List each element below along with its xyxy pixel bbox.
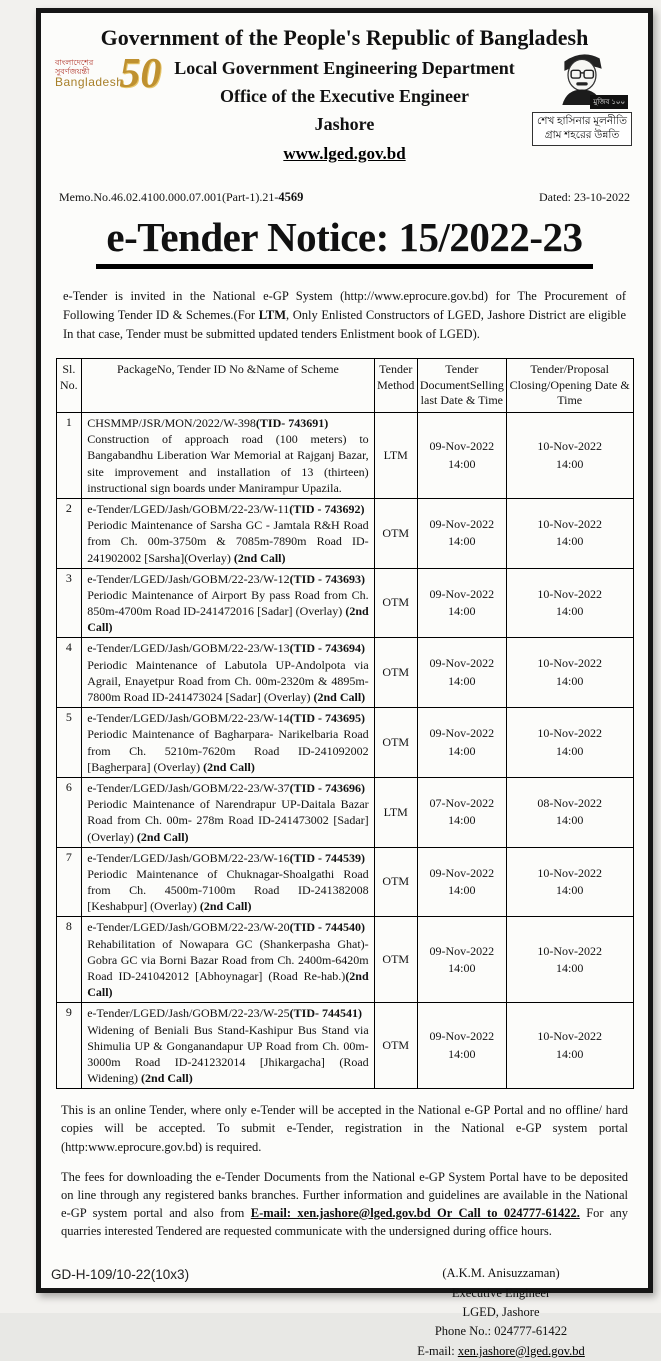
memo-row (41, 190, 648, 205)
scheme-cell (82, 1003, 374, 1089)
ltm-emphasis: LTM (258, 307, 287, 322)
signature-block (376, 1264, 626, 1361)
call-note: (2nd Call) (310, 690, 366, 705)
notice-border-box (36, 8, 653, 1358)
closing-date: 10-Nov-2022 (537, 1029, 602, 1044)
closing-date-cell (506, 777, 633, 847)
method-header: Tender Method (374, 359, 417, 413)
tender-method-cell: OTM (374, 638, 417, 708)
signatory-email-line: E-mail: xen.jashore@lged.gov.bd (417, 1343, 585, 1358)
closing-date: 10-Nov-2022 (537, 439, 602, 454)
letterhead (41, 13, 648, 164)
scheme-cell (82, 413, 374, 499)
selling-time: 14:00 (448, 456, 476, 471)
table-header-row (56, 359, 633, 413)
scheme-cell (82, 777, 374, 847)
package-no: e-Tender/LGED/Jash/GOBM/22-23/W-14 (87, 711, 290, 726)
selling-date: 09-Nov-2022 (429, 726, 495, 741)
sl-no-cell: 8 (56, 917, 82, 1003)
sl-no-cell: 2 (56, 498, 82, 568)
jubilee-bangla-text2: সুবর্ণজয়ন্তী (55, 66, 90, 76)
jubilee-english-text: Bangladesh (55, 75, 124, 90)
closing-time: 14:00 (556, 813, 584, 828)
selling-date: 07-Nov-2022 (429, 795, 495, 810)
tender-id: (TID- 744541) (289, 1006, 362, 1021)
scheme-description: Periodic Maintenance of Chuknagar-Shoalgathi Road from Ch. 4500m-7100m Road ID-241382008 [Keshabpur] (Overlay) (87, 866, 369, 914)
selling-time: 14:00 (448, 604, 476, 619)
mujib100-logo (518, 47, 646, 146)
sl-no-cell: 7 (56, 847, 82, 917)
signatory-org: LGED, Jashore (462, 1304, 540, 1319)
selling-date: 09-Nov-2022 (429, 586, 495, 601)
call-note: (2nd Call) (87, 969, 369, 1000)
tender-method-cell: OTM (374, 1003, 417, 1089)
intro-paragraph: e-Tender is invited in the National e-GP System (http://www.eprocure.gov.bd) for The Procurement of Following Tender ID & Schemes.(For LTM, Only Enlisted Constructors of LGED, Jashore District are eligible In that case, Tender must be submitted updated tenders Enlistment book of LGED). (63, 289, 626, 341)
closing-date-cell (506, 413, 633, 499)
scheme-cell (82, 708, 374, 778)
tender-method-cell: OTM (374, 708, 417, 778)
package-no: e-Tender/LGED/Jash/GOBM/22-23/W-37 (87, 780, 290, 795)
slogan-box (532, 112, 632, 146)
package-no: e-Tender/LGED/Jash/GOBM/22-23/W-16 (87, 850, 290, 865)
district-name: Jashore (314, 114, 375, 134)
closing-time: 14:00 (556, 960, 584, 975)
table-row (56, 413, 633, 499)
scheme-description: Construction of approach road (100 meters) to Bangabandhu Liberation War Memorial at Rajganj Bazar, site improvement and installation of 13 (thirteen) instructional sign boards under Manirampur Upazila. (87, 432, 369, 495)
selling-date-cell (417, 1003, 506, 1089)
tender-method-cell: OTM (374, 568, 417, 638)
closing-date-cell (506, 498, 633, 568)
selling-date: 09-Nov-2022 (429, 943, 495, 958)
tender-id: (TID - 743694) (289, 641, 365, 656)
scheme-cell (82, 638, 374, 708)
fees-note: The fees for downloading the e-Tender Documents from the National e-GP System Portal have to be deposited on line through any registered banks branches. Further information and guidelines are available in the National e-GP system portal and also from E-mail: xen.jashore@lged.gov.bd Or Call to 024777-61422. For any quarries interested Tendered are requested communicate with the undersigned during office hours. (61, 1169, 628, 1239)
selling-time: 14:00 (448, 813, 476, 828)
selling-time: 14:00 (448, 534, 476, 549)
sl-no-cell: 6 (56, 777, 82, 847)
contact-info: E-mail: xen.jashore@lged.gov.bd Or Call to 024777-61422. (250, 1205, 580, 1220)
website-link[interactable]: www.lged.gov.bd (283, 144, 406, 163)
table-row (56, 777, 633, 847)
press-code: GD-H-109/10-22(10x3) (51, 1267, 190, 1282)
sl-no-cell: 5 (56, 708, 82, 778)
memo-number: Memo.No.46.02.4100.000.07.001(Part-1).21-4569 (59, 190, 304, 204)
email-link[interactable]: xen.jashore@lged.gov.bd (457, 1343, 585, 1358)
package-no: e-Tender/LGED/Jash/GOBM/22-23/W-12 (87, 571, 290, 586)
sl-no-header: Sl. No. (56, 359, 82, 413)
closing-date-cell (506, 708, 633, 778)
table-row (56, 917, 633, 1003)
scheme-cell (82, 568, 374, 638)
package-no: CHSMMP/JSR/MON/2022/W-398 (87, 416, 256, 431)
table-row (56, 498, 633, 568)
jubilee-bangla-text: বাংলাদেশের (55, 58, 94, 68)
selling-date-cell (417, 917, 506, 1003)
closing-time: 14:00 (556, 604, 584, 619)
call-note: (2nd Call) (138, 1071, 193, 1086)
department-title: Local Government Engineering Department (174, 58, 515, 78)
sl-no-cell: 4 (56, 638, 82, 708)
selling-date: 09-Nov-2022 (429, 439, 495, 454)
tender-id: (TID - 743693) (289, 571, 365, 586)
scheme-cell (82, 847, 374, 917)
table-row (56, 1003, 633, 1089)
selling-time: 14:00 (448, 883, 476, 898)
closing-time: 14:00 (556, 456, 584, 471)
sl-no-cell: 3 (56, 568, 82, 638)
sl-no-cell: 9 (56, 1003, 82, 1089)
selling-date: 09-Nov-2022 (429, 1029, 495, 1044)
office-title: Office of the Executive Engineer (220, 86, 469, 106)
call-note: (2nd Call) (196, 899, 252, 914)
package-no: e-Tender/LGED/Jash/GOBM/22-23/W-20 (87, 920, 290, 935)
selling-date-cell (417, 777, 506, 847)
call-note: (2nd Call) (133, 829, 189, 844)
selling-date-cell (417, 708, 506, 778)
selling-time: 14:00 (448, 1046, 476, 1061)
closing-time: 14:00 (556, 534, 584, 549)
tender-id: (TID - 744540) (289, 920, 365, 935)
slogan-line-2: গ্রাম শহরের উন্নতি (544, 130, 620, 142)
tender-table-body (56, 413, 633, 1089)
tender-method-cell: OTM (374, 498, 417, 568)
closing-date: 10-Nov-2022 (537, 943, 602, 958)
signatory-title: Executive Engineer (451, 1285, 551, 1300)
scheme-cell (82, 917, 374, 1003)
scheme-header: PackageNo, Tender ID No &Name of Scheme (82, 359, 374, 413)
table-row (56, 568, 633, 638)
closing-date-cell (506, 568, 633, 638)
dated-label: Dated: 23-10-2022 (539, 190, 630, 204)
scheme-description: Periodic Maintenance of Airport By pass Road from Ch. 850m-4700m Road ID-241472016 [Sadar] (Overlay) (87, 587, 369, 619)
package-no: e-Tender/LGED/Jash/GOBM/22-23/W-25 (87, 1006, 290, 1021)
call-note: (2nd Call) (87, 604, 369, 635)
selling-date: 09-Nov-2022 (429, 656, 495, 671)
closing-date: 10-Nov-2022 (537, 586, 602, 601)
selling-time: 14:00 (448, 960, 476, 975)
tender-method-cell: OTM (374, 847, 417, 917)
closing-date: 08-Nov-2022 (537, 795, 602, 810)
closing-date-cell (506, 847, 633, 917)
closing-date: 10-Nov-2022 (537, 726, 602, 741)
tender-method-cell: LTM (374, 413, 417, 499)
call-note: (2nd Call) (200, 759, 255, 774)
closing-date-header: Tender/Proposal Closing/Opening Date & Time (506, 359, 633, 413)
signatory-name: (A.K.M. Anisuzzaman) (442, 1266, 560, 1281)
closing-date-cell (506, 1003, 633, 1089)
selling-date-cell (417, 847, 506, 917)
closing-date: 10-Nov-2022 (537, 865, 602, 880)
bangladesh50-jubilee-logo (55, 53, 165, 95)
closing-time: 14:00 (556, 673, 584, 688)
government-title: Government of the People's Republic of Bangladesh (100, 25, 589, 50)
selling-date-header: Tender DocumentSelling last Date & Time (417, 359, 506, 413)
closing-date-cell (506, 638, 633, 708)
package-no: e-Tender/LGED/Jash/GOBM/22-23/W-13 (87, 641, 290, 656)
scheme-description: Periodic Maintenance of Narendrapur UP-Daitala Bazar Road from Ch. 00m- 278m Road ID-241473002 [Sadar] (Overlay) (87, 797, 369, 844)
mujib100-label: মুজিব ১০০ (590, 95, 628, 109)
signatory-phone: Phone No.: 024777-61422 (434, 1324, 568, 1339)
package-no: e-Tender/LGED/Jash/GOBM/22-23/W-11 (87, 501, 290, 516)
tender-id: (TID - 743692) (289, 501, 365, 516)
closing-date: 10-Nov-2022 (537, 656, 602, 671)
selling-date-cell (417, 568, 506, 638)
online-tender-note: This is an online Tender, where only e-Tender will be accepted in the National e-GP Portal and no offline/ hard copies will be accepted. To submit e-Tender, registration in the National e-GP system portal (http:www.eprocure.gov.bd) is required. (61, 1103, 628, 1154)
selling-time: 14:00 (448, 673, 476, 688)
scheme-description: Widening of Beniali Bus Stand-Kashipur Bus Stand via Shimulia UP & Gonganandapur UP Road from Ch. 00m-3000m Road ID-241232014 [Jhikargacha] (Road Widening) (87, 1022, 369, 1086)
jubilee-50-number: 50 (119, 51, 162, 97)
notice-title: e-Tender Notice: 15/2022-23 (96, 213, 592, 269)
tender-method-cell: OTM (374, 917, 417, 1003)
sl-no-cell: 1 (56, 413, 82, 499)
closing-time: 14:00 (556, 743, 584, 758)
scheme-description: Periodic Maintenance of Bagharpara- Narikelbaria Road from Ch. 5210m-7620m Road ID-241092002 [Bagherpara] (Overlay) (87, 727, 369, 774)
tender-method-cell: LTM (374, 777, 417, 847)
tender-id: (TID - 743695) (289, 711, 365, 726)
closing-time: 14:00 (556, 1046, 584, 1061)
tender-id: (TID - 744539) (289, 850, 365, 865)
slogan-line-1: শেখ হাসিনার মূলনীতি (536, 116, 627, 127)
table-row (56, 708, 633, 778)
selling-date: 09-Nov-2022 (429, 516, 495, 531)
scheme-description: Rehabilitation of Nowapara GC (Shankerpasha Ghat)-Gobra GC via Borni Bazar Road from Ch. 2400m-6420m Road ID-241042012 [Abhoynagar] (Road Re-hab.) (87, 936, 369, 984)
memo-serial: 4569 (278, 190, 304, 204)
scheme-cell (82, 498, 374, 568)
closing-date-cell (506, 917, 633, 1003)
tender-id: (TID- 743691) (255, 416, 329, 431)
table-row (56, 638, 633, 708)
closing-date: 10-Nov-2022 (537, 516, 602, 531)
table-row (56, 847, 633, 917)
closing-time: 14:00 (556, 883, 584, 898)
scheme-description: Periodic Maintenance of Sarsha GC - Jamtala R&H Road from Ch. 00m-3750m & 7085m-7890m Road ID-241902002 [Sarsha](Overlay) (87, 518, 369, 565)
selling-time: 14:00 (448, 743, 476, 758)
scheme-description: Periodic Maintenance of Labutola UP-Andolpota via Agrail, Enayetpur Road from Ch. 00m-2320m & 4895m-7800m Road ID-241473024 [Sadar] (Overlay) (87, 657, 369, 705)
tender-table (56, 358, 634, 1089)
selling-date-cell (417, 413, 506, 499)
selling-date-cell (417, 638, 506, 708)
selling-date: 09-Nov-2022 (429, 865, 495, 880)
selling-date-cell (417, 498, 506, 568)
call-note: (2nd Call) (230, 550, 286, 565)
tender-id: (TID - 743696) (289, 780, 365, 795)
